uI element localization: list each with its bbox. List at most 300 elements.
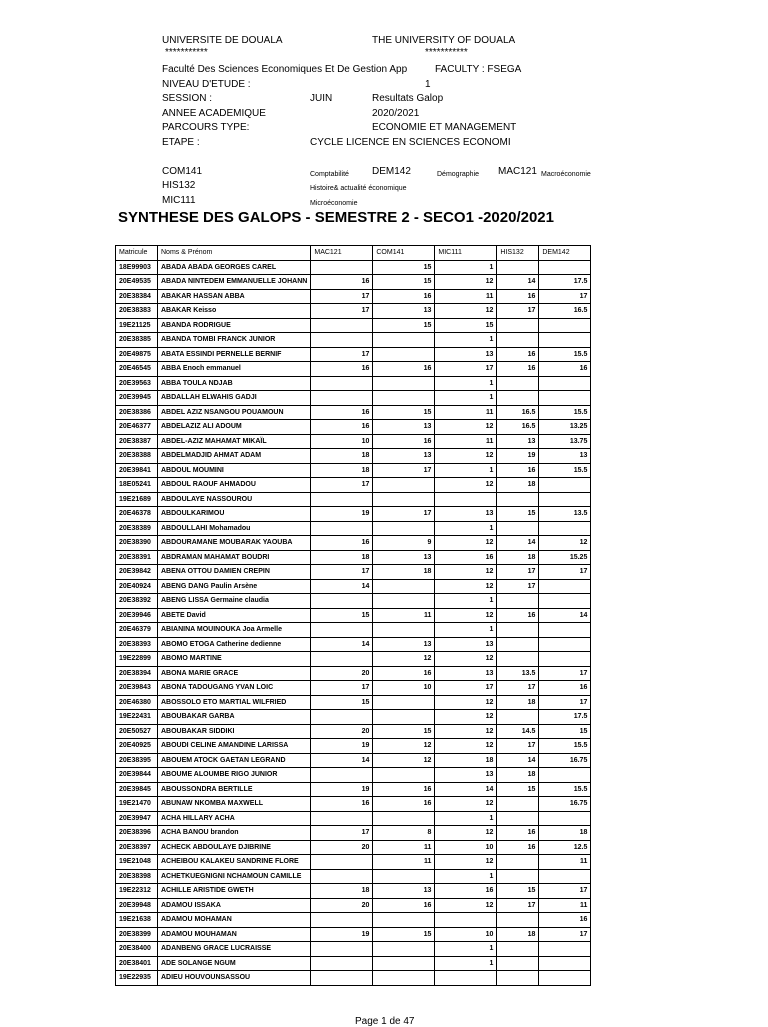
table-row <box>116 449 591 464</box>
dem142-cell: 17 <box>539 565 591 580</box>
matricule-cell: 19E21689 <box>116 492 158 507</box>
mic111-cell: 13 <box>435 637 497 652</box>
his132-cell <box>497 956 539 971</box>
mac121-cell: 19 <box>311 507 373 522</box>
mac121-cell: 14 <box>311 579 373 594</box>
com141-cell: 13 <box>373 637 435 652</box>
his132-cell: 14 <box>497 536 539 551</box>
course-code-dem142: DEM142 <box>372 166 411 177</box>
column-header: Noms & Prénom <box>158 246 311 261</box>
mac121-cell <box>311 492 373 507</box>
page-footer: Page 1 de 47 <box>355 1016 415 1027</box>
table-row <box>116 884 591 899</box>
mac121-cell: 17 <box>311 681 373 696</box>
mac121-cell: 17 <box>311 478 373 493</box>
name-cell: ACHEIBOU KALAKEU SANDRINE FLORE <box>158 855 311 870</box>
name-cell: ACHETKUEGNIGNI NCHAMOUN CAMILLE <box>158 869 311 884</box>
mac121-cell <box>311 710 373 725</box>
mac121-cell <box>311 521 373 536</box>
matricule-cell: 20E50527 <box>116 724 158 739</box>
niveau-label: NIVEAU D'ETUDE : <box>162 79 251 90</box>
com141-cell: 15 <box>373 318 435 333</box>
table-row <box>116 753 591 768</box>
matricule-cell: 19E21048 <box>116 855 158 870</box>
com141-cell <box>373 623 435 638</box>
com141-cell <box>373 376 435 391</box>
mac121-cell: 17 <box>311 826 373 841</box>
name-cell: ABANDA RODRIGUE <box>158 318 311 333</box>
mic111-cell: 12 <box>435 478 497 493</box>
mic111-cell: 10 <box>435 927 497 942</box>
mac121-cell: 15 <box>311 608 373 623</box>
com141-cell: 12 <box>373 753 435 768</box>
name-cell: ABDOULLAHI Mohamadou <box>158 521 311 536</box>
mic111-cell: 1 <box>435 869 497 884</box>
dem142-cell: 12.5 <box>539 840 591 855</box>
table-row <box>116 652 591 667</box>
mic111-cell: 12 <box>435 304 497 319</box>
name-cell: ACHILLE ARISTIDE GWETH <box>158 884 311 899</box>
his132-cell: 18 <box>497 768 539 783</box>
session-label: SESSION : <box>162 93 213 104</box>
com141-cell: 17 <box>373 463 435 478</box>
his132-cell <box>497 710 539 725</box>
his132-cell: 16 <box>497 463 539 478</box>
dem142-cell: 17 <box>539 927 591 942</box>
his132-cell <box>497 333 539 348</box>
mic111-cell: 17 <box>435 362 497 377</box>
com141-cell: 12 <box>373 739 435 754</box>
com141-cell: 16 <box>373 362 435 377</box>
his132-cell: 17 <box>497 898 539 913</box>
dem142-cell <box>539 971 591 986</box>
com141-cell: 15 <box>373 275 435 290</box>
name-cell: ADAMOU MOUHAMAN <box>158 927 311 942</box>
name-cell: ABDRAMAN MAHAMAT BOUDRI <box>158 550 311 565</box>
mic111-cell: 11 <box>435 405 497 420</box>
column-header: DEM142 <box>539 246 591 261</box>
com141-cell: 17 <box>373 507 435 522</box>
dem142-cell: 11 <box>539 898 591 913</box>
his132-cell: 15 <box>497 507 539 522</box>
mac121-cell <box>311 811 373 826</box>
his132-cell <box>497 855 539 870</box>
name-cell: ABDOULAYE NASSOUROU <box>158 492 311 507</box>
dem142-cell: 17 <box>539 884 591 899</box>
name-cell: ABOMO ETOGA Catherine dedienne <box>158 637 311 652</box>
his132-cell <box>497 913 539 928</box>
dem142-cell <box>539 768 591 783</box>
mac121-cell: 16 <box>311 362 373 377</box>
mac121-cell: 20 <box>311 898 373 913</box>
mic111-cell: 13 <box>435 507 497 522</box>
his132-cell: 16 <box>497 826 539 841</box>
table-row <box>116 695 591 710</box>
com141-cell: 13 <box>373 449 435 464</box>
mic111-cell: 12 <box>435 739 497 754</box>
mac121-cell: 17 <box>311 304 373 319</box>
table-row <box>116 768 591 783</box>
table-row <box>116 318 591 333</box>
dem142-cell: 16.75 <box>539 753 591 768</box>
his132-cell: 15 <box>497 884 539 899</box>
name-cell: ABANDA TOMBI FRANCK JUNIOR <box>158 333 311 348</box>
mac121-cell: 18 <box>311 550 373 565</box>
matricule-cell: 20E39946 <box>116 608 158 623</box>
dem142-cell: 15 <box>539 724 591 739</box>
matricule-cell: 20E39563 <box>116 376 158 391</box>
course-name-dem142: Démographie <box>437 171 480 178</box>
mac121-cell <box>311 869 373 884</box>
dem142-cell: 15.5 <box>539 463 591 478</box>
dem142-cell <box>539 811 591 826</box>
matricule-cell: 20E38399 <box>116 927 158 942</box>
mac121-cell: 18 <box>311 884 373 899</box>
name-cell: ABOUSSONDRA BERTILLE <box>158 782 311 797</box>
name-cell: ABATA ESSINDI PERNELLE BERNIF <box>158 347 311 362</box>
matricule-cell: 19E22431 <box>116 710 158 725</box>
course-name-com141: Comptabilité <box>310 171 349 178</box>
mic111-cell: 12 <box>435 536 497 551</box>
table-row <box>116 420 591 435</box>
course-name-mic111: Microéconomie <box>310 200 358 207</box>
matricule-cell: 20E38390 <box>116 536 158 551</box>
mac121-cell <box>311 971 373 986</box>
dem142-cell <box>539 956 591 971</box>
dem142-cell <box>539 391 591 406</box>
table-row <box>116 362 591 377</box>
table-header-row <box>116 246 591 261</box>
mac121-cell <box>311 260 373 275</box>
matricule-cell: 20E38388 <box>116 449 158 464</box>
matricule-cell: 19E21638 <box>116 913 158 928</box>
table-row <box>116 492 591 507</box>
dem142-cell <box>539 492 591 507</box>
his132-cell <box>497 623 539 638</box>
mic111-cell <box>435 492 497 507</box>
mac121-cell: 14 <box>311 637 373 652</box>
dem142-cell: 15.5 <box>539 405 591 420</box>
name-cell: ABDOUL MOUMINI <box>158 463 311 478</box>
name-cell: ABDOUL RAOUF AHMADOU <box>158 478 311 493</box>
his132-cell: 17 <box>497 304 539 319</box>
matricule-cell: 20E49875 <box>116 347 158 362</box>
dem142-cell: 16.75 <box>539 797 591 812</box>
name-cell: ABONA MARIE GRACE <box>158 666 311 681</box>
table-row <box>116 434 591 449</box>
com141-cell <box>373 478 435 493</box>
name-cell: ACHA HILLARY ACHA <box>158 811 311 826</box>
mic111-cell: 16 <box>435 550 497 565</box>
column-header: Matricule <box>116 246 158 261</box>
matricule-cell: 20E38386 <box>116 405 158 420</box>
matricule-cell: 20E38387 <box>116 434 158 449</box>
table-row <box>116 565 591 580</box>
his132-cell <box>497 594 539 609</box>
mac121-cell: 20 <box>311 724 373 739</box>
com141-cell <box>373 492 435 507</box>
mac121-cell: 18 <box>311 463 373 478</box>
com141-cell: 13 <box>373 550 435 565</box>
mic111-cell: 12 <box>435 898 497 913</box>
mic111-cell: 12 <box>435 797 497 812</box>
mic111-cell: 11 <box>435 434 497 449</box>
his132-cell: 17 <box>497 681 539 696</box>
table-row <box>116 681 591 696</box>
mac121-cell: 16 <box>311 797 373 812</box>
mic111-cell: 12 <box>435 420 497 435</box>
name-cell: ABAKAR Keisso <box>158 304 311 319</box>
mic111-cell: 15 <box>435 318 497 333</box>
dem142-cell: 15.5 <box>539 347 591 362</box>
column-header: MIC111 <box>435 246 497 261</box>
name-cell: ABBA TOULA NDJAB <box>158 376 311 391</box>
mac121-cell <box>311 594 373 609</box>
mic111-cell: 1 <box>435 333 497 348</box>
com141-cell: 16 <box>373 434 435 449</box>
table-row <box>116 594 591 609</box>
name-cell: ABOUDI CELINE AMANDINE LARISSA <box>158 739 311 754</box>
his132-cell <box>497 811 539 826</box>
his132-cell: 16.5 <box>497 405 539 420</box>
mic111-cell: 16 <box>435 884 497 899</box>
table-row <box>116 913 591 928</box>
his132-cell: 16 <box>497 840 539 855</box>
matricule-cell: 20E39948 <box>116 898 158 913</box>
name-cell: ACHECK ABDOULAYE DJIBRINE <box>158 840 311 855</box>
table-row <box>116 260 591 275</box>
mac121-cell <box>311 376 373 391</box>
table-row <box>116 811 591 826</box>
mic111-cell: 1 <box>435 623 497 638</box>
dem142-cell: 16 <box>539 362 591 377</box>
com141-cell: 16 <box>373 782 435 797</box>
course-name-mac121: Macroéconomie <box>541 171 591 178</box>
annee-value: 2020/2021 <box>372 108 420 119</box>
etape-value: CYCLE LICENCE EN SCIENCES ECONOMI <box>310 137 511 148</box>
his132-cell <box>497 260 539 275</box>
mac121-cell <box>311 333 373 348</box>
dem142-cell: 18 <box>539 826 591 841</box>
dem142-cell: 12 <box>539 536 591 551</box>
com141-cell <box>373 521 435 536</box>
mic111-cell: 12 <box>435 275 497 290</box>
table-row <box>116 971 591 986</box>
dem142-cell <box>539 594 591 609</box>
dem142-cell: 15.5 <box>539 739 591 754</box>
name-cell: ABADA NINTEDEM EMMANUELLE JOHANN <box>158 275 311 290</box>
course-code-mac121: MAC121 <box>498 166 537 177</box>
mic111-cell: 1 <box>435 811 497 826</box>
matricule-cell: 20E38394 <box>116 666 158 681</box>
dem142-cell <box>539 637 591 652</box>
com141-cell <box>373 710 435 725</box>
matricule-cell: 20E39947 <box>116 811 158 826</box>
matricule-cell: 20E46545 <box>116 362 158 377</box>
stars-left: *********** <box>165 47 208 58</box>
mac121-cell: 10 <box>311 434 373 449</box>
course-code-com141: COM141 <box>162 166 203 177</box>
mic111-cell <box>435 971 497 986</box>
mic111-cell: 12 <box>435 608 497 623</box>
table-row <box>116 463 591 478</box>
matricule-cell: 20E38389 <box>116 521 158 536</box>
dem142-cell <box>539 376 591 391</box>
mic111-cell: 12 <box>435 855 497 870</box>
session-value: JUIN <box>310 93 333 104</box>
com141-cell: 9 <box>373 536 435 551</box>
mac121-cell: 16 <box>311 536 373 551</box>
table-row <box>116 478 591 493</box>
his132-cell: 18 <box>497 927 539 942</box>
dem142-cell <box>539 333 591 348</box>
name-cell: ABDEL-AZIZ MAHAMAT MIKAÏL <box>158 434 311 449</box>
matricule-cell: 20E38383 <box>116 304 158 319</box>
com141-cell: 8 <box>373 826 435 841</box>
table-row <box>116 275 591 290</box>
table-row <box>116 637 591 652</box>
name-cell: ABOUBAKAR SIDDIKI <box>158 724 311 739</box>
name-cell: ABOUEM ATOCK GAETAN LEGRAND <box>158 753 311 768</box>
matricule-cell: 20E39945 <box>116 391 158 406</box>
mac121-cell: 18 <box>311 449 373 464</box>
com141-cell: 15 <box>373 405 435 420</box>
table-row <box>116 710 591 725</box>
name-cell: ABDELAZIZ ALI ADOUM <box>158 420 311 435</box>
column-header: HIS132 <box>497 246 539 261</box>
table-row <box>116 550 591 565</box>
mic111-cell <box>435 913 497 928</box>
faculty-en: FACULTY : FSEGA <box>435 64 522 75</box>
matricule-cell: 20E39845 <box>116 782 158 797</box>
table-row <box>116 782 591 797</box>
com141-cell: 13 <box>373 420 435 435</box>
his132-cell: 15 <box>497 782 539 797</box>
com141-cell: 15 <box>373 260 435 275</box>
dem142-cell <box>539 478 591 493</box>
matricule-cell: 18E05241 <box>116 478 158 493</box>
table-row <box>116 739 591 754</box>
matricule-cell: 20E39841 <box>116 463 158 478</box>
name-cell: ABDOULKARIMOU <box>158 507 311 522</box>
name-cell: ABENG LISSA Germaine claudia <box>158 594 311 609</box>
dem142-cell: 16 <box>539 913 591 928</box>
his132-cell <box>497 942 539 957</box>
mic111-cell: 1 <box>435 956 497 971</box>
dem142-cell: 16.5 <box>539 304 591 319</box>
his132-cell <box>497 318 539 333</box>
com141-cell <box>373 579 435 594</box>
mac121-cell <box>311 623 373 638</box>
matricule-cell: 19E22312 <box>116 884 158 899</box>
university-name-en: THE UNIVERSITY OF DOUALA <box>372 35 516 46</box>
his132-cell: 13 <box>497 434 539 449</box>
mic111-cell: 1 <box>435 521 497 536</box>
his132-cell <box>497 971 539 986</box>
mac121-cell: 14 <box>311 753 373 768</box>
mac121-cell <box>311 391 373 406</box>
name-cell: ABOMO MARTINE <box>158 652 311 667</box>
com141-cell: 18 <box>373 565 435 580</box>
dem142-cell <box>539 260 591 275</box>
matricule-cell: 20E38400 <box>116 942 158 957</box>
matricule-cell: 20E39844 <box>116 768 158 783</box>
name-cell: ABETE David <box>158 608 311 623</box>
com141-cell <box>373 391 435 406</box>
matricule-cell: 19E21125 <box>116 318 158 333</box>
mic111-cell: 1 <box>435 594 497 609</box>
com141-cell: 15 <box>373 724 435 739</box>
matricule-cell: 20E38398 <box>116 869 158 884</box>
com141-cell: 12 <box>373 652 435 667</box>
his132-cell: 18 <box>497 550 539 565</box>
mac121-cell: 17 <box>311 565 373 580</box>
matricule-cell: 20E40924 <box>116 579 158 594</box>
his132-cell: 16 <box>497 608 539 623</box>
table-row <box>116 826 591 841</box>
name-cell: ABOUBAKAR GARBA <box>158 710 311 725</box>
table-row <box>116 898 591 913</box>
mic111-cell: 12 <box>435 579 497 594</box>
table-row <box>116 623 591 638</box>
dem142-cell: 16 <box>539 681 591 696</box>
com141-cell: 16 <box>373 898 435 913</box>
his132-cell <box>497 869 539 884</box>
stars-right: *********** <box>425 47 468 58</box>
mac121-cell: 16 <box>311 405 373 420</box>
mac121-cell: 16 <box>311 275 373 290</box>
name-cell: ABDELMADJID AHMAT ADAM <box>158 449 311 464</box>
matricule-cell: 20E46379 <box>116 623 158 638</box>
matricule-cell: 20E38392 <box>116 594 158 609</box>
his132-cell <box>497 492 539 507</box>
mic111-cell: 10 <box>435 840 497 855</box>
his132-cell <box>497 637 539 652</box>
table-row <box>116 304 591 319</box>
matricule-cell: 18E99903 <box>116 260 158 275</box>
name-cell: ABIANINA MOUINOUKA Joa Armelle <box>158 623 311 638</box>
his132-cell: 14 <box>497 753 539 768</box>
matricule-cell: 20E38401 <box>116 956 158 971</box>
name-cell: ABDALLAH ELWAHIS GADJI <box>158 391 311 406</box>
name-cell: ADANBENG GRACE LUCRAISSE <box>158 942 311 957</box>
dem142-cell <box>539 318 591 333</box>
matricule-cell: 20E39842 <box>116 565 158 580</box>
name-cell: ACHA BANOU brandon <box>158 826 311 841</box>
table-row <box>116 956 591 971</box>
com141-cell: 16 <box>373 797 435 812</box>
dem142-cell: 13.5 <box>539 507 591 522</box>
mic111-cell: 13 <box>435 768 497 783</box>
com141-cell <box>373 913 435 928</box>
mac121-cell: 16 <box>311 420 373 435</box>
mic111-cell: 12 <box>435 652 497 667</box>
dem142-cell: 17.5 <box>539 710 591 725</box>
com141-cell: 11 <box>373 840 435 855</box>
name-cell: ABOSSOLO ETO MARTIAL WILFRIED <box>158 695 311 710</box>
com141-cell: 11 <box>373 855 435 870</box>
mic111-cell: 12 <box>435 565 497 580</box>
his132-cell: 18 <box>497 478 539 493</box>
etape-label: ETAPE : <box>162 137 200 148</box>
com141-cell: 10 <box>373 681 435 696</box>
name-cell: ABOUME ALOUMBE RIGO JUNIOR <box>158 768 311 783</box>
dem142-cell <box>539 579 591 594</box>
table-row <box>116 869 591 884</box>
table-row <box>116 376 591 391</box>
mic111-cell: 1 <box>435 391 497 406</box>
table-row <box>116 666 591 681</box>
